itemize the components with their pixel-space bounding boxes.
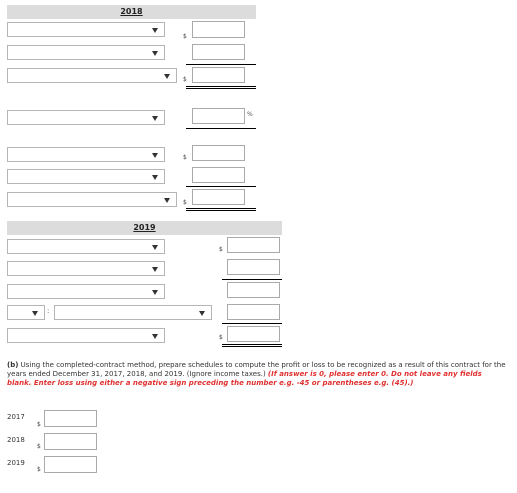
amount-input-2018-7[interactable] (192, 189, 245, 205)
account-dropdown-2019-3[interactable] (7, 284, 165, 299)
year-2018-header: 2018 (7, 5, 256, 19)
account-dropdown-2018-7[interactable] (7, 192, 177, 207)
chevron-down-icon (152, 28, 158, 33)
account-dropdown-2019-1[interactable] (7, 239, 165, 254)
account-dropdown-2018-1[interactable] (7, 22, 165, 37)
dollar-sign: $ (183, 76, 187, 83)
part-b-instruction-text: Using the completed-contract method, prepare schedules to compute the profit or loss to be recognized as a result of this contract for the years ended December 31, 2017, 2018, and 2019. (Ignore income taxes.) (7, 361, 506, 378)
double-underline (186, 210, 256, 211)
underline (222, 323, 282, 324)
chevron-down-icon (152, 153, 158, 158)
colon-separator: : (47, 307, 50, 315)
profit-input-2019[interactable] (44, 456, 97, 473)
account-dropdown-2019-2[interactable] (7, 261, 165, 276)
chevron-down-icon (199, 311, 205, 316)
part-b-instructions (7, 361, 507, 388)
amount-input-2019-3[interactable] (227, 282, 280, 298)
account-dropdown-2018-4[interactable] (7, 110, 165, 125)
chevron-down-icon (152, 175, 158, 180)
profit-input-2017[interactable] (44, 410, 97, 427)
account-dropdown-2018-5[interactable] (7, 147, 165, 162)
double-underline (186, 88, 256, 89)
amount-input-2019-1[interactable] (227, 237, 280, 253)
dollar-sign: $ (219, 246, 223, 253)
amount-input-2019-2[interactable] (227, 259, 280, 275)
chevron-down-icon (164, 198, 170, 203)
dollar-sign: $ (219, 334, 223, 341)
year-2019-header: 2019 (7, 221, 282, 235)
account-dropdown-2018-2[interactable] (7, 45, 165, 60)
dollar-sign: $ (37, 421, 41, 428)
chevron-down-icon (152, 245, 158, 250)
account-dropdown-2019-5[interactable] (7, 328, 165, 343)
amount-input-2018-3[interactable] (192, 67, 245, 83)
chevron-down-icon (164, 74, 170, 79)
amount-input-2019-5[interactable] (227, 326, 280, 342)
double-underline (222, 346, 282, 347)
profit-input-2018[interactable] (44, 433, 97, 450)
dollar-sign: $ (183, 33, 187, 40)
year-label-2019: 2019 (7, 459, 25, 467)
underline (222, 344, 282, 345)
underline (222, 279, 282, 280)
account-dropdown-2019-4a[interactable] (7, 305, 45, 320)
part-b-note: (If answer is 0, please enter 0. Do not leave any fields blank. Enter loss using either a negative sign preceding the number e.g. -45 or parentheses e.g. (45).) (7, 370, 482, 387)
amount-input-2018-1[interactable] (192, 21, 245, 38)
underline (186, 186, 256, 187)
amount-input-2019-4[interactable] (227, 304, 280, 320)
chevron-down-icon (152, 290, 158, 295)
dollar-sign: $ (37, 466, 41, 473)
dollar-sign: $ (37, 443, 41, 450)
year-label-2018: 2018 (7, 436, 25, 444)
account-dropdown-2018-3[interactable] (7, 68, 177, 83)
amount-input-2018-2[interactable] (192, 44, 245, 60)
underline (186, 64, 256, 65)
account-dropdown-2019-4b[interactable] (54, 305, 212, 320)
underline (186, 208, 256, 209)
chevron-down-icon (32, 311, 38, 316)
part-b-label: (b) (7, 361, 19, 369)
percent-input-2018[interactable] (192, 108, 245, 124)
amount-input-2018-6[interactable] (192, 167, 245, 183)
chevron-down-icon (152, 116, 158, 121)
chevron-down-icon (152, 51, 158, 56)
underline (186, 86, 256, 87)
dollar-sign: $ (183, 154, 187, 161)
dollar-sign: $ (183, 199, 187, 206)
chevron-down-icon (152, 334, 158, 339)
account-dropdown-2018-6[interactable] (7, 169, 165, 184)
underline (186, 128, 256, 129)
chevron-down-icon (152, 267, 158, 272)
percent-sign: % (247, 111, 253, 118)
amount-input-2018-5[interactable] (192, 145, 245, 161)
year-label-2017: 2017 (7, 413, 25, 421)
